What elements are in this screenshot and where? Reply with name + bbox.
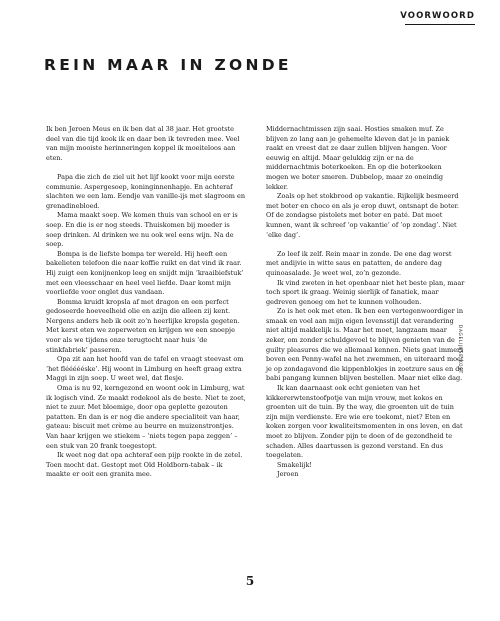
paragraph: Zo leef ik zelf. Rein maar in zonde. De ene dag worst met andijvie in witte saus en patatten, de andere dag quinoasalade. Je weet wel, zo’n gezonde. [266,249,452,277]
header-divider [405,24,475,25]
paragraph: Bompa is de liefste bompa ter wereld. Hij heeft een bakelieten telefoon die naar koffie ruikt en dat vind ik raar. Hij zuigt een konijnenkop leeg en snijdt mijn ‘kraaibiefstuk’ met een vleesschaar en heel veel liefde. Daar komt mijn voorliefde voor onglet dus vandaan. [46,249,244,297]
paragraph: Oma is nu 92, kerngezond en woont ook in Limburg, wat ik logisch vind. Ze maakt rodekool als de beste. Niet te zoet, niet te zuur. Met bloemige, door opa geplette gezouten patatten. En dan is er nog die andere specialiteit van haar, gateau: biscuit met crème au beurre en muizenstrontjes. Van haar krijgen we stiekem – ‘niets tegen papa zeggen’ – een stuk van 20 frank toegestopt. [46,384,246,450]
paragraph: Zo is het ook met eten. Ik ben een vertegenwoordiger in smaak en voel aan mijn eigen levensstijl dat verandering niet altijd makkelijk is. Maar het moet, langzaam maar zeker, om zonder schuldgevoel te blijven genieten van de guilty pleasures die we allemaal kennen. Niets gaat immers boven een Penny-wafel na het zwemmen, en uiteraard moet je op zondagavond die kippenblokjes in zoetzure saus en de babi pangang kunnen blijven bestellen. Maar niet elke dag. [266,307,464,383]
page-number: 5 [245,574,255,588]
right-text-column [266,125,466,480]
paragraph: Opa zit aan het hoofd van de tafel en vraagt steevast om ‘het fléééééske’. Hij woont in Limburg en heeft graag extra Maggi in zijn soep. U weet wel, dat flesje. [46,355,244,383]
signature-name: Jeroen [277,470,299,479]
section-header: VOORWOORD [400,11,475,21]
paragraph: Papa die zich de ziel uit het lijf kookt voor mijn eerste communie. Aspergesoep, koninginnenhapje. En achteraf slachten we een lam. Eendje van vanille-ijs met slagroom en grenadinebloed. [46,172,246,210]
chapter-title: REIN MAAR IN ZONDE [44,56,292,74]
paragraph: Ik vind zweten in het openbaar niet het beste plan, maar toch sport ik graag. Weinig sierlijk of fanatiek, maar gedreven genoeg om het te kunnen volhouden. [266,278,465,306]
paragraph: Middernachtmissen zijn saai. Hosties smaken muf. Ze blijven zo lang aan je gehemelte kleven dat je in paniek raakt en vreest dat ze daar zullen blijven hangen. Voor eeuwig en altijd. Maar gelukkig zijn er na de middernachtmis boterkoeken. En op die boterkoeken mogen we boter smeren. Dubbelop, maar zo oneindig lekker. [266,125,450,191]
paragraph: Ik weet nog dat opa achteraf een pijp rookte in de zetel. Toen mocht dat. Gestopt met Old Holdborn-tabak – ik maakte er ooit een granita mee. [46,451,243,479]
paragraph: Ik ben Jeroen Meus en ik ben dat al 38 jaar. Het grootste deel van die tijd kook ik en daar ben ik tevreden mee. Veel van mijn mooiste herinneringen koppel ik moeiteloos aan eten. [46,125,240,162]
paragraph: Bomma kruidt kropsla af met dragon en een perfect gedoseerde hoeveelheid olie en azijn die alleen zij kent. Nergens anders heb ik ooit zo’n heerlijke kropsla gegeten. Met kerst eten we zoperweten en krijgen we een snoepje voor als we tijdens onze terugtocht naar huis ‘de stinkfabriek’ passeren. [46,297,240,354]
sign-off: Smakelijk! [277,460,313,469]
book-title-side-label: DAGELIJKSE KOST [458,325,463,375]
paragraph: Zoals op het stokbrood op vakantie. Rijkelijk besmeerd met boter en choco en als je erop duwt, ontsnapt de boter. Of de zondagse pistolets met boter en paté. Dat moet kunnen, want ik schreef ‘op vakantie’ of ‘op zondag’. Niet ‘elke dag’. [266,192,460,239]
left-text-column [46,125,246,480]
paragraph: Mama maakt soep. We komen thuis van school en er is soep. En die is er nog steeds. Thuiskomen bij moeder is soep drinken. Al drinken we nu ook wel eens wijn. Na de soep. [46,211,238,249]
paragraph: Ik kan daarnaast ook echt genieten van het kikkererwtenstoofpotje van mijn vrouw, met kokos en groenten uit de tuin. By the way, die groenten uit de tuin zijn mijn verdienste. Ere wie ere toekomt, niet? Eten en koken zorgen voor kwaliteitsmomenten in ons leven, en dat moet zo blijven. Zonder pijn te doen of de gezondheid te schaden. Alles daartussen is gezond verstand. En dus toegelaten. [266,384,463,460]
